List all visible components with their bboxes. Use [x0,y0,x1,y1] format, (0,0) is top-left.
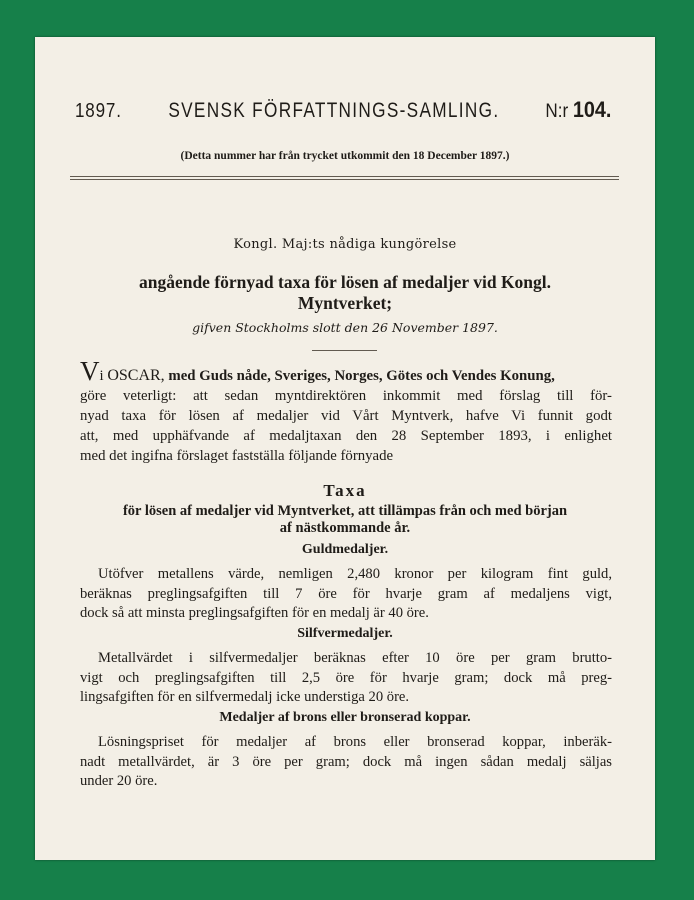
header-rule-top [70,176,619,177]
section-heading-bronze: Medaljer af brons eller bronserad koppar. [219,710,471,725]
subject-line: Myntverket; [297,293,393,313]
section-heading-gold: Guldmedaljer. [301,542,389,557]
intro-paragraph [80,356,612,466]
text-line: Utöfver metallens värde, nemligen 2,480 kronor per kilogram fint guld, [98,566,612,582]
page-header [75,97,611,123]
section-text-gold [80,565,612,624]
document-page [35,37,655,860]
subject-line: angående förnyad taxa för lösen af medaljer vid Kongl. [138,272,552,292]
text-line: dock så att minsta preglingsafgiften för en medalj är 40 öre. [80,605,429,621]
text-line: beräknas preglingsafgiften till 7 öre för hvarje gram af medaljens vigt, [80,585,612,602]
intro-line: med det ingifna förslaget fastställa följande förnyade [80,448,394,464]
text-line: lingsafgiften för en silfvermedalj icke understiga 20 öre. [80,689,410,705]
king-name: OSCAR, [107,367,165,384]
king-titles: med Guds nåde, Sveriges, Norges, Götes och Vendes Konung, [168,368,555,384]
text-line: under 20 öre. [80,773,158,789]
taxa-title: Taxa [323,481,367,500]
intro-line: att, med upphäfvande af medaljtaxan den 28 September 1893, i enlighet [80,428,612,444]
intro-first-line [80,356,612,386]
header-series-title: SVENSK FÖRFATTNINGS-SAMLING. [168,99,500,122]
header-year: 1897. [75,100,122,122]
section-text-silver [80,649,612,708]
intro-line: nyad taxa för lösen af medaljer vid Vårt Myntverk, hafve Vi funnit godt [80,408,612,424]
given-date: gifven Stockholms slott den 26 November 1897. [192,320,498,335]
issue-number-value: 104. [572,97,611,122]
issue-number-prefix: N:r [544,101,568,122]
text-line: vigt och preglingsafgiften till 2,5 öre för hvarje gram; dock må preg- [80,669,612,686]
header-issue-number [545,97,611,123]
text-line: Metallvärdet i silfvermedaljer beräknas efter 10 öre per gram brutto- [98,650,612,666]
section-divider [312,350,377,351]
intro-line: göre veterligt: att sedan myntdirektören inkommit med förslag till för- [80,388,612,404]
taxa-subtitle-line: af nästkommande år. [279,520,411,536]
vi-rest: i [99,368,104,384]
decree-title: Kongl. Maj:ts nådiga kungörelse [233,237,457,252]
section-text-bronze [80,733,612,792]
taxa-subtitle [35,503,655,537]
section-heading-silver: Silfvermedaljer. [297,626,393,641]
header-rule-bottom [70,179,619,180]
taxa-subtitle-line: för lösen af medaljer vid Myntverket, att tillämpas från och med början [122,503,568,519]
text-line: nadt metallvärdet, är 3 öre per gram; dock må ingen sådan medalj säljas [80,753,612,770]
text-line: Lösningspriset för medaljer af brons eller bronserad koppar, inberäk- [98,734,612,750]
drop-cap: V [80,356,100,386]
publication-note: (Detta nummer har från trycket utkommit den 18 December 1897.) [180,150,510,162]
decree-subject [35,272,655,314]
